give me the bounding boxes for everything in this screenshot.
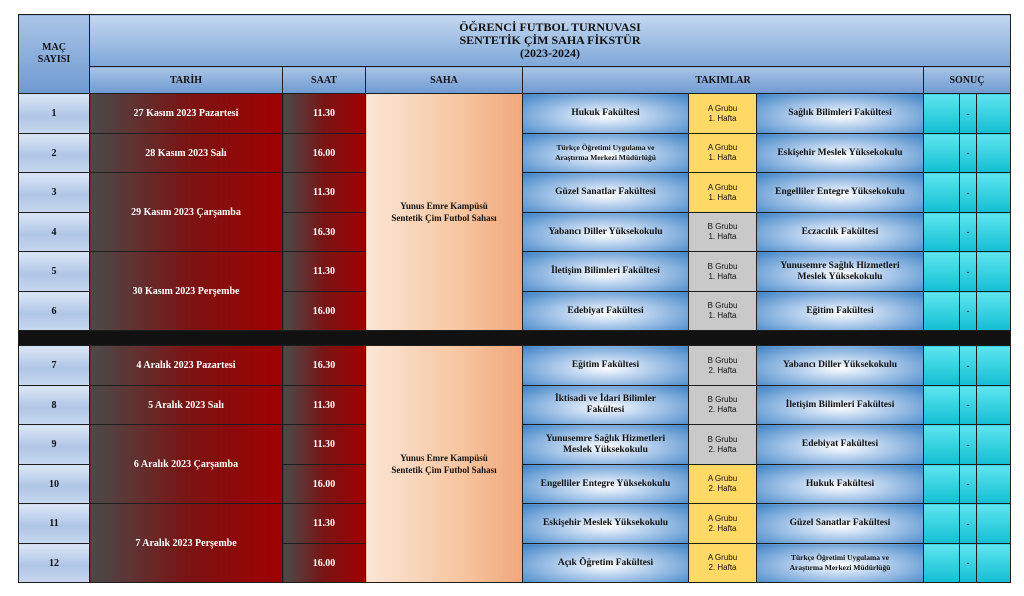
home-team [523, 425, 689, 465]
match-date: 6 Aralık 2023 Çarşamba [90, 425, 283, 504]
home-score [924, 346, 960, 386]
match-number: 6 [19, 292, 90, 331]
away-score [977, 292, 1011, 331]
home-team: Engelliler Entegre Yüksekokulu [523, 465, 689, 504]
group-week [689, 213, 757, 252]
match-number: 4 [19, 213, 90, 252]
header-venue: SAHA [366, 67, 523, 94]
group-label: A Grubu [707, 182, 738, 192]
group-week [689, 544, 757, 583]
home-score [924, 213, 960, 252]
away-team [757, 544, 924, 583]
result-dash: - [960, 292, 977, 331]
group-week [689, 425, 757, 465]
match-time: 16.00 [283, 134, 366, 173]
result-dash: - [960, 386, 977, 425]
group-week [689, 346, 757, 386]
away-team: Edebiyat Fakültesi [757, 425, 924, 465]
group-week [689, 465, 757, 504]
match-time: 16.30 [283, 346, 366, 386]
home-team-line1: Yunusemre Sağlık Hizmetleri [545, 433, 666, 444]
away-team-line2: Meslek Yüksekokulu [797, 271, 883, 282]
match-time: 11.30 [283, 252, 366, 292]
week-label: 1. Hafta [708, 311, 737, 320]
away-team-line2: Araştırma Merkezi Müdürlüğü [789, 563, 891, 572]
match-time: 16.00 [283, 465, 366, 504]
home-score [924, 94, 960, 134]
match-number: 1 [19, 94, 90, 134]
group-label: A Grubu [707, 143, 738, 152]
title-line-2: SENTETİK ÇİM SAHA FİKSTÜR [459, 33, 641, 47]
home-score [924, 504, 960, 544]
group-week [689, 173, 757, 213]
venue-line1: Yunus Emre Kampüsü [400, 453, 488, 463]
match-time: 11.30 [283, 504, 366, 544]
away-team: Eskişehir Meslek Yüksekokulu [757, 134, 924, 173]
fixture-table [18, 14, 1011, 583]
home-team-line1: İktisadi ve İdari Bilimler [554, 394, 657, 404]
group-week [689, 252, 757, 292]
group-label: B Grubu [707, 395, 738, 404]
group-week [689, 386, 757, 425]
away-team: Hukuk Fakültesi [757, 465, 924, 504]
away-score [977, 134, 1011, 173]
home-score [924, 292, 960, 331]
result-dash: - [960, 134, 977, 173]
match-number: 5 [19, 252, 90, 292]
match-date: 7 Aralık 2023 Perşembe [90, 504, 283, 583]
match-time: 16.30 [283, 213, 366, 252]
separator-bar [19, 331, 1011, 346]
group-week [689, 292, 757, 331]
result-dash: - [960, 544, 977, 583]
match-time: 11.30 [283, 425, 366, 465]
match-time: 16.00 [283, 544, 366, 583]
match-count-header-line1: MAÇ [42, 42, 66, 53]
away-team: Yabancı Diller Yüksekokulu [757, 346, 924, 386]
match-time: 11.30 [283, 173, 366, 213]
group-label: B Grubu [707, 261, 738, 271]
home-team: Edebiyat Fakültesi [523, 292, 689, 331]
venue-cell [366, 346, 523, 583]
week-label: 2. Hafta [708, 405, 737, 414]
away-team: Güzel Sanatlar Fakültesi [757, 504, 924, 544]
away-score [977, 386, 1011, 425]
away-score [977, 346, 1011, 386]
home-score [924, 252, 960, 292]
group-week [689, 504, 757, 544]
group-label: B Grubu [707, 222, 738, 231]
home-score [924, 425, 960, 465]
group-label: A Grubu [707, 103, 738, 113]
away-score [977, 213, 1011, 252]
match-count-header [19, 15, 90, 94]
match-date: 28 Kasım 2023 Salı [90, 134, 283, 173]
header-result: SONUÇ [924, 67, 1011, 94]
away-team: Engelliler Entegre Yüksekokulu [757, 173, 924, 213]
match-date: 27 Kasım 2023 Pazartesi [90, 94, 283, 134]
home-team: Hukuk Fakültesi [523, 94, 689, 134]
home-team [523, 134, 689, 173]
group-label: A Grubu [707, 474, 738, 483]
group-label: A Grubu [707, 553, 738, 562]
group-label: B Grubu [707, 301, 738, 310]
away-score [977, 252, 1011, 292]
match-number: 9 [19, 425, 90, 465]
venue-line2: Sentetik Çim Futbol Sahası [391, 465, 497, 475]
home-team-line2: Fakültesi [586, 405, 625, 415]
week-label: 1. Hafta [708, 192, 737, 202]
away-team: İletişim Bilimleri Fakültesi [757, 386, 924, 425]
match-time: 16.00 [283, 292, 366, 331]
venue-cell [366, 94, 523, 331]
match-number: 10 [19, 465, 90, 504]
header-date: TARİH [90, 67, 283, 94]
home-score [924, 544, 960, 583]
result-dash: - [960, 94, 977, 134]
header-time: SAAT [283, 67, 366, 94]
week-label: 2. Hafta [708, 563, 737, 572]
result-dash: - [960, 425, 977, 465]
home-team-line2: Araştırma Merkezi Müdürlüğü [555, 153, 656, 162]
week-label: 2. Hafta [708, 444, 737, 454]
table-row [19, 94, 1011, 134]
away-team: Eğitim Fakültesi [757, 292, 924, 331]
away-team: Eczacılık Fakültesi [757, 213, 924, 252]
table-row [19, 346, 1011, 386]
home-team: Yabancı Diller Yüksekokulu [523, 213, 689, 252]
away-score [977, 465, 1011, 504]
match-number: 8 [19, 386, 90, 425]
home-team: İletişim Bilimleri Fakültesi [523, 252, 689, 292]
away-score [977, 504, 1011, 544]
home-team: Güzel Sanatlar Fakültesi [523, 173, 689, 213]
away-score [977, 94, 1011, 134]
away-team-line1: Türkçe Öğretimi Uygulama ve [791, 553, 889, 562]
result-dash: - [960, 504, 977, 544]
away-score [977, 173, 1011, 213]
match-date: 5 Aralık 2023 Salı [90, 386, 283, 425]
match-number: 3 [19, 173, 90, 213]
group-label: B Grubu [707, 434, 738, 444]
away-team [757, 252, 924, 292]
match-time: 11.30 [283, 386, 366, 425]
result-dash: - [960, 213, 977, 252]
week-separator [19, 331, 1011, 346]
home-score [924, 386, 960, 425]
week-label: 1. Hafta [708, 232, 737, 241]
group-label: A Grubu [707, 513, 738, 523]
match-date: 4 Aralık 2023 Pazartesi [90, 346, 283, 386]
match-date: 29 Kasım 2023 Çarşamba [90, 173, 283, 252]
venue-line2: Sentetik Çim Futbol Sahası [391, 213, 497, 223]
home-team: Eskişehir Meslek Yüksekokulu [523, 504, 689, 544]
home-score [924, 134, 960, 173]
match-time: 11.30 [283, 94, 366, 134]
header-teams: TAKIMLAR [523, 67, 924, 94]
home-team-line2: Meslek Yüksekokulu [563, 444, 648, 455]
group-week [689, 94, 757, 134]
away-team: Sağlık Bilimleri Fakültesi [757, 94, 924, 134]
home-team [523, 386, 689, 425]
match-count-header-line2: SAYISI [37, 54, 71, 65]
home-score [924, 173, 960, 213]
away-score [977, 425, 1011, 465]
result-dash: - [960, 346, 977, 386]
week-label: 1. Hafta [708, 271, 737, 281]
home-team: Eğitim Fakültesi [523, 346, 689, 386]
match-number: 7 [19, 346, 90, 386]
week-label: 2. Hafta [708, 365, 737, 375]
match-number: 12 [19, 544, 90, 583]
page-title [90, 15, 1011, 67]
away-team-line1: Yunusemre Sağlık Hizmetleri [780, 260, 900, 271]
match-date: 30 Kasım 2023 Perşembe [90, 252, 283, 331]
home-team-line1: Türkçe Öğretimi Uygulama ve [556, 143, 655, 152]
venue-line1: Yunus Emre Kampüsü [400, 201, 488, 211]
group-week [689, 134, 757, 173]
group-label: B Grubu [707, 355, 738, 365]
week-label: 1. Hafta [708, 153, 737, 162]
title-line-3: (2023-2024) [520, 46, 580, 60]
week-label: 2. Hafta [708, 484, 737, 493]
week-label: 2. Hafta [708, 523, 737, 533]
result-dash: - [960, 465, 977, 504]
week-label: 1. Hafta [708, 113, 737, 123]
title-line-1: ÖĞRENCİ FUTBOL TURNUVASI [459, 20, 641, 34]
result-dash: - [960, 173, 977, 213]
match-number: 2 [19, 134, 90, 173]
home-team: Açık Öğretim Fakültesi [523, 544, 689, 583]
match-number: 11 [19, 504, 90, 544]
away-score [977, 544, 1011, 583]
home-score [924, 465, 960, 504]
result-dash: - [960, 252, 977, 292]
